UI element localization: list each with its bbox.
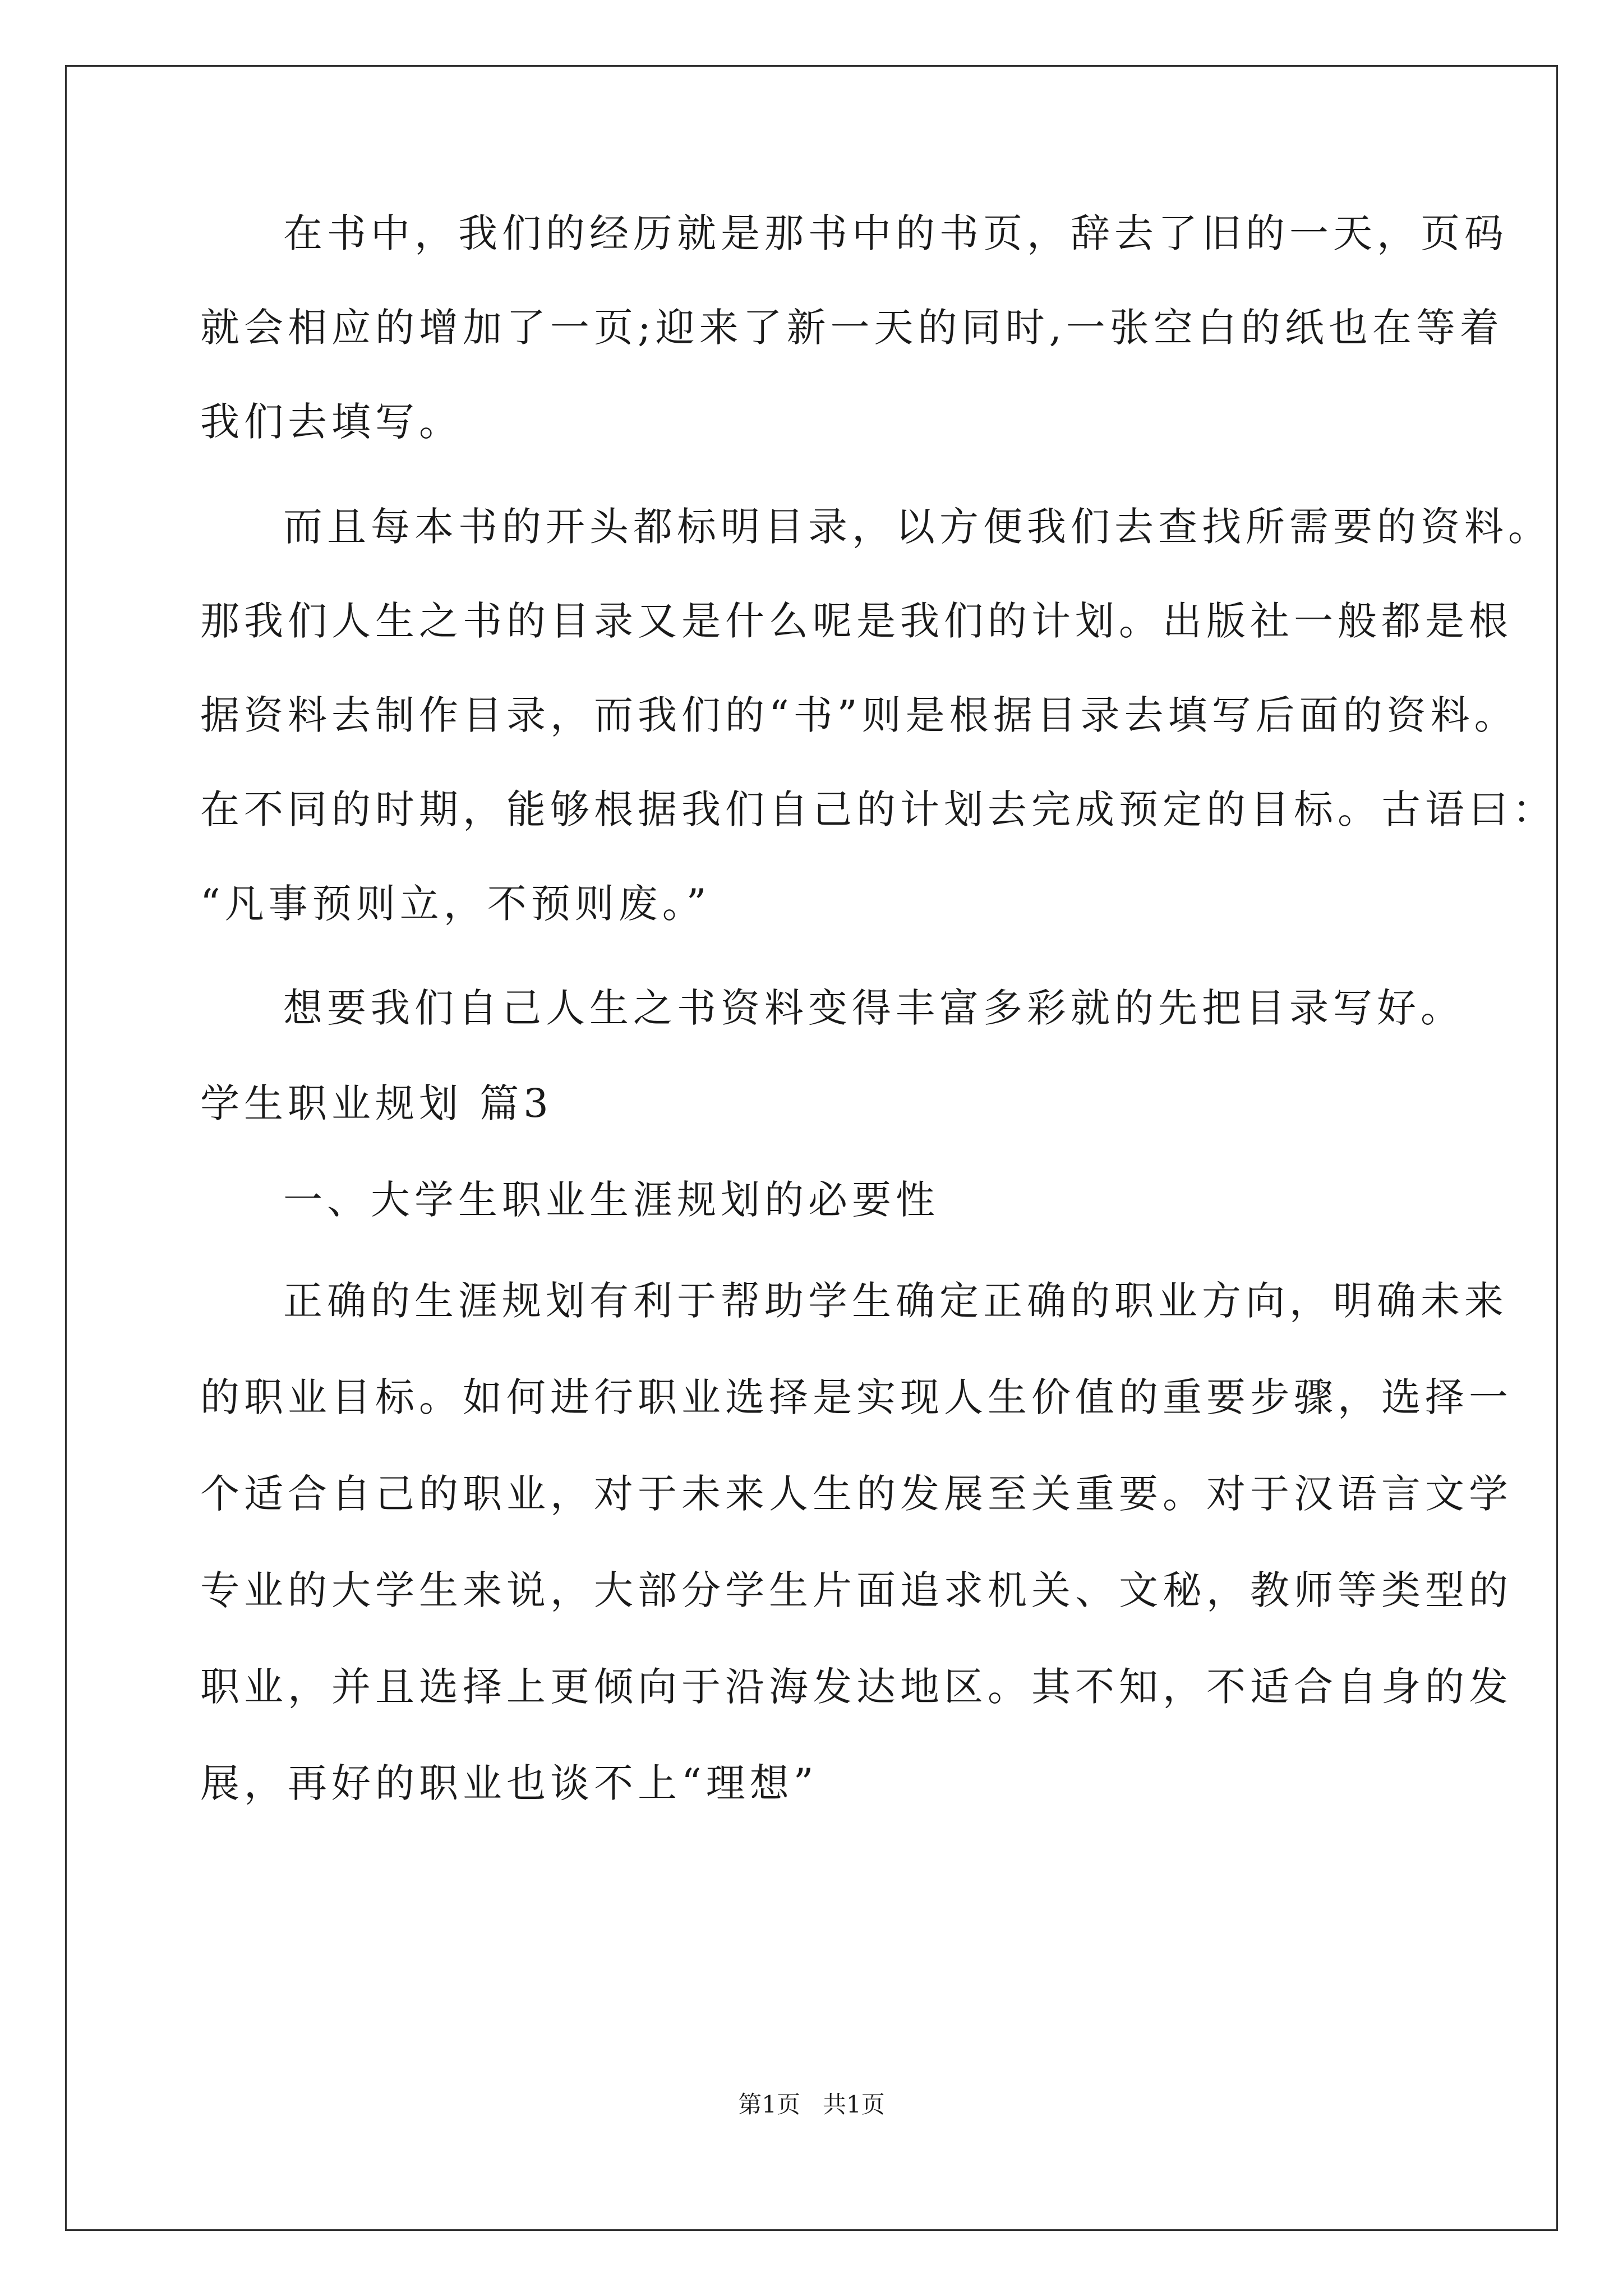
paragraph-line: 那我们人生之书的目录又是什么呢是我们的计划。出版社一般都是根 (200, 598, 1513, 644)
paragraph-line: 想要我们自己人生之书资料变得丰富多彩就的先把目录写好。 (283, 985, 1464, 1031)
paragraph-line: 在不同的时期，能够根据我们自己的计划去完成预定的目标。古语曰： (200, 786, 1556, 832)
section-heading: 学生职业规划 篇3 (200, 1080, 553, 1126)
paragraph-line: 的职业目标。如何进行职业选择是实现人生价值的重要步骤，选择一 (200, 1374, 1513, 1420)
paragraph-line: 个适合自己的职业，对于未来人生的发展至关重要。对于汉语言文学 (200, 1471, 1513, 1517)
paragraph-line: 在书中，我们的经历就是那书中的书页，辞去了旧的一天，页码 (283, 210, 1508, 256)
paragraph-line: 据资料去制作目录，而我们的“书”则是根据目录去填写后面的资料。 (200, 692, 1518, 738)
paragraph-line: 职业，并且选择上更倾向于沿海发达地区。其不知，不适合自身的发 (200, 1664, 1513, 1710)
page-number: 第1页 共1页 (738, 2091, 885, 2118)
paragraph-line: 专业的大学生来说，大部分学生片面追求机关、文秘，教师等类型的 (200, 1567, 1513, 1613)
paragraph-line: 就会相应的增加了一页;迎来了新一天的同时,一张空白的纸也在等着 (200, 305, 1504, 351)
paragraph-line: 展，再好的职业也谈不上“理想” (200, 1760, 818, 1806)
paragraph-line: 我们去填写。 (200, 399, 463, 445)
subsection-heading: 一、大学生职业生涯规划的必要性 (283, 1177, 939, 1223)
paragraph-line: 而且每本书的开头都标明目录，以方便我们去查找所需要的资料。 (283, 504, 1552, 550)
paragraph-line: 正确的生涯规划有利于帮助学生确定正确的职业方向，明确未来 (283, 1278, 1508, 1324)
paragraph-line: “凡事预则立，不预则废。” (200, 881, 711, 927)
